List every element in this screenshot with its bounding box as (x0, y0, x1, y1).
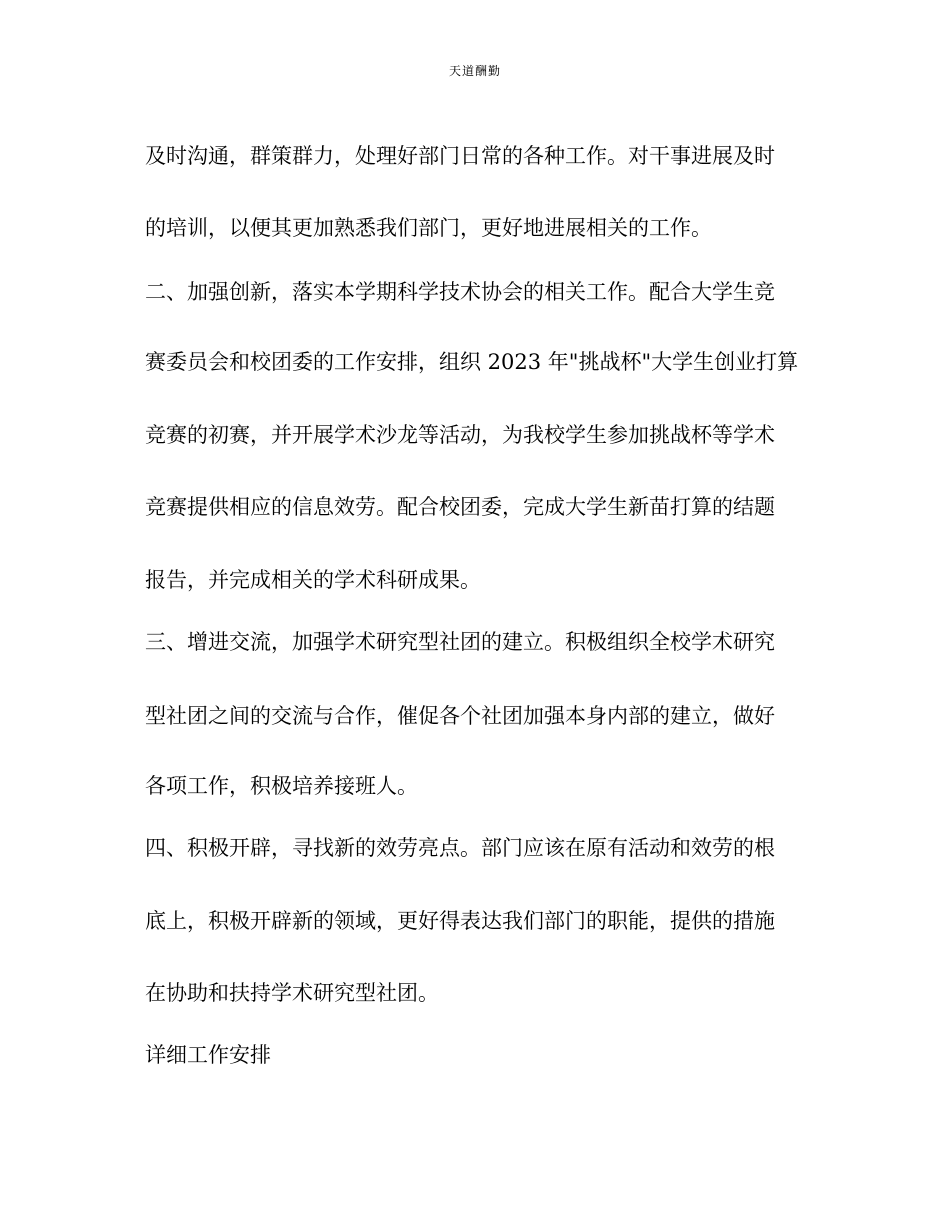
body-line: 赛委员会和校团委的工作安排，组织 2023 年"挑战杯"大学生创业打算 (145, 350, 799, 374)
body-line: 在协助和扶持学术研究型社团。 (145, 981, 439, 1005)
body-line: 报告，并完成相关的学术科研成果。 (145, 568, 481, 592)
body-line: 四、积极开辟，寻找新的效劳亮点。部门应该在原有活动和效劳的根 (145, 836, 775, 860)
body-line: 二、加强创新，落实本学期科学技术协会的相关工作。配合大学生竞 (145, 280, 775, 304)
body-line: 竞赛的初赛，并开展学术沙龙等活动，为我校学生参加挑战杯等学术 (145, 423, 775, 447)
page-header: 天道酬勤 (448, 64, 501, 78)
body-line: 底上，积极开辟新的领域，更好得表达我们部门的职能，提供的措施 (145, 909, 775, 933)
body-line: 及时沟通，群策群力，处理好部门日常的各种工作。对干事进展及时 (145, 144, 775, 168)
body-line: 竞赛提供相应的信息效劳。配合校团委，完成大学生新苗打算的结题 (145, 495, 775, 519)
body-line: 的培训，以便其更加熟悉我们部门，更好地进展相关的工作。 (145, 216, 712, 240)
body-line: 三、增进交流，加强学术研究型社团的建立。积极组织全校学术研究 (145, 630, 775, 654)
body-line: 各项工作，积极培养接班人。 (145, 774, 418, 798)
section-heading: 详细工作安排 (145, 1043, 271, 1067)
body-line: 型社团之间的交流与合作，催促各个社团加强本身内部的建立，做好 (145, 704, 775, 728)
